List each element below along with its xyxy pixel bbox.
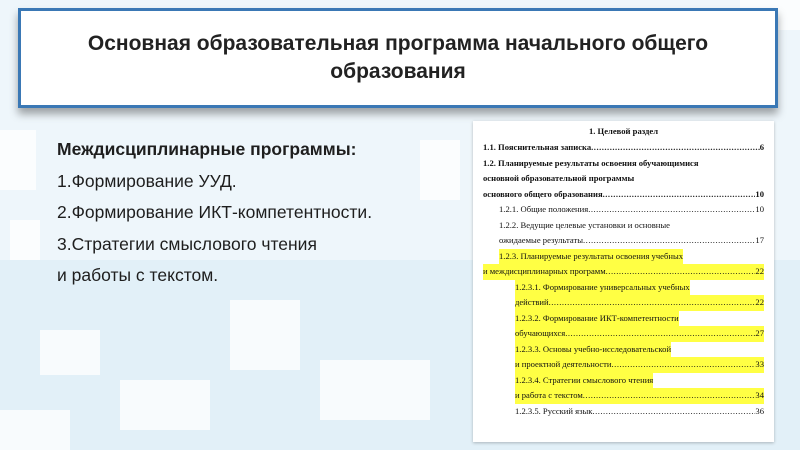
- toc-row-highlighted: 1.2.3.2. Формирование ИКТ-компетентности: [483, 311, 764, 327]
- toc-row: 1.2. Планируемые результаты освоения обучающимися: [483, 157, 699, 168]
- toc-row: 1.2.3.5. Русский язык ..... 36: [483, 404, 764, 420]
- toc-row-highlighted: и работа с текстом ..... 34: [483, 388, 764, 404]
- toc-title: 1. Целевой раздел: [588, 126, 659, 136]
- title-frame: [18, 8, 778, 108]
- toc-row: основной образовательной программы: [483, 173, 635, 183]
- toc-row-highlighted: действий ..... 22: [483, 295, 764, 311]
- program-item: 3.Стратегии смыслового чтения: [57, 233, 317, 254]
- table-of-contents-image: [473, 121, 774, 442]
- toc-row-highlighted: 1.2.3.3. Основы учебно-исследовательской: [483, 342, 764, 358]
- page-title: Основная образовательная программа начального общего образования: [87, 32, 709, 83]
- toc-row: основного общего образования ..... 10: [483, 187, 764, 203]
- toc-row-highlighted: и проектной деятельности ..... 33: [483, 357, 764, 373]
- program-item: и работы с текстом.: [57, 265, 219, 285]
- toc-row: 1.2.2. Ведущие целевые установки и основные: [499, 219, 670, 230]
- toc-row-highlighted: 1.2.3.1. Формирование универсальных учебных: [483, 280, 764, 296]
- toc-row-highlighted: 1.2.3.4. Стратегии смыслового чтения: [483, 373, 764, 389]
- toc-row: 1.1. Пояснительная записка ..... 6: [483, 140, 764, 156]
- program-list: [57, 134, 467, 292]
- toc-row-highlighted: 1.2.3. Планируемые результаты освоения учебных: [483, 249, 764, 265]
- toc-row: 1.2.1. Общие положения ..... 10: [483, 202, 764, 218]
- program-item: 1.Формирование УУД.: [57, 170, 237, 191]
- program-list-heading: Междисциплинарные программы:: [57, 139, 357, 159]
- program-item: 2.Формирование ИКТ-компетентности.: [57, 202, 373, 222]
- toc-row-highlighted: обучающихся ..... 27: [483, 326, 764, 342]
- toc-row-highlighted: и междисциплинарных программ ..... 22: [483, 264, 764, 280]
- toc-row: ожидаемые результаты ..... 17: [483, 233, 764, 249]
